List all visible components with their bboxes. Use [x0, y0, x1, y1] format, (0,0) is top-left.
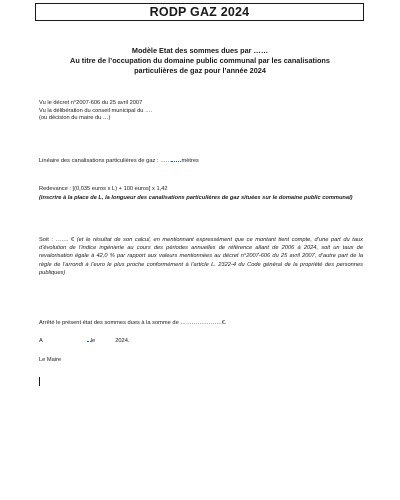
heading-line-3: particulières de gaz pour l’année 2024	[134, 66, 266, 75]
heading-line-2: Au titre de l’occupation du domaine public communal par les canalisations	[70, 56, 330, 65]
inscrire-note: (inscrire à la place de L, la longueur des canalisations particulières de gaz situées sur le domaine public communal)	[39, 195, 353, 201]
soit-text: (et le résultat de son calcul, en mentionnant expressément que ce montant tient compte, d’une part du taux d’évolution de l’indice ingénierie au cours des périodes annuelles de référence allant de 2006 à 2024, soit un taux de revalorisation égale à 42,0 % par rapport aux valeurs mentionnées au décret n°2007-606 du 25 avril 2007, d’autre part de la règle de l’arrondi à l’euro le plus proche conformément à l’article L. 2322-4 du Code général de la propriété des personnes publiques)	[39, 237, 363, 276]
spelling-mark-icon	[171, 158, 181, 162]
year-text: 2024.	[115, 338, 130, 344]
date-label: le	[90, 338, 96, 344]
visa-line-deliberation: Vu la délibération du conseil municipal du ….	[39, 107, 153, 114]
heading-line-1: Modèle Etat des sommes dues par ……	[131, 46, 269, 55]
soit-paragraph	[39, 236, 363, 277]
visa-decision-text: (ou décision du maire du …)	[39, 115, 111, 122]
text-cursor[interactable]	[39, 377, 40, 386]
redevance-line: Redevance : [(0,035 euros x L) + 100 euros] x 1,42	[39, 186, 168, 192]
lineaire-unit: mètres	[181, 158, 199, 164]
visa-block	[39, 100, 152, 123]
arrete-line: Arrêté le présent état des sommes dues à la somme de ………………….€.	[39, 320, 227, 326]
visa-line-decret: Vu le décret n°2007-606 du 25 avril 2007	[39, 100, 143, 106]
lineaire-label: Linéaire des canalisations particulières de gaz : ……	[39, 158, 172, 164]
place-label: A	[39, 338, 43, 344]
lineaire-line	[39, 158, 199, 166]
visa-line-decision	[39, 115, 152, 123]
soit-prefix: Soit : ……. €	[39, 237, 77, 243]
document-heading	[30, 46, 370, 76]
place-date-line	[39, 338, 129, 346]
document-title: RODP GAZ 2024	[35, 3, 364, 21]
signature-line: Le Maire	[39, 357, 62, 363]
